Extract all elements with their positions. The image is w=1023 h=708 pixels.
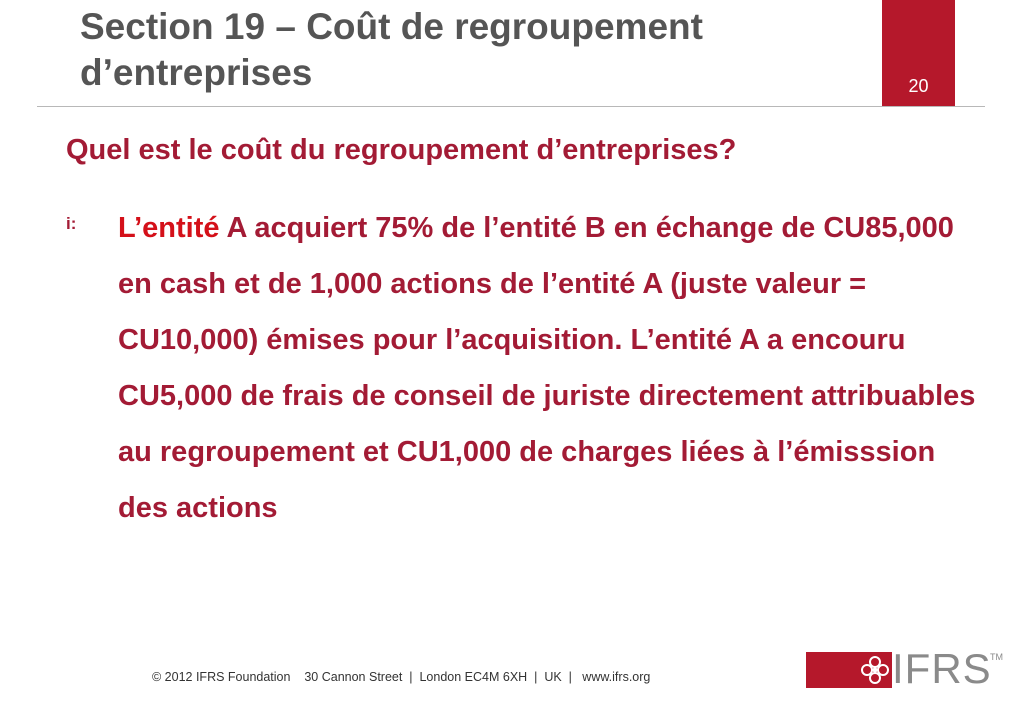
page-number-tab: [882, 0, 955, 106]
body-paragraph: [66, 200, 986, 536]
logo-trademark: TM: [990, 652, 1003, 662]
bullet-marker: i:: [66, 214, 77, 233]
logo-red-bar: [806, 652, 862, 688]
question-heading: Quel est le coût du regroupement d’entreprises?: [66, 134, 737, 166]
page-number: 20: [908, 76, 929, 96]
title-line-1: Section 19 – Coût de regroupement: [80, 6, 703, 47]
body-text: [118, 200, 986, 536]
footer-copyright: © 2012 IFRS Foundation 30 Cannon Street | London EC4M 6XH | UK | www.ifrs.org: [152, 670, 651, 684]
title-divider: [37, 106, 985, 107]
ifrs-flower-icon: [858, 652, 892, 688]
ifrs-logo-text: IFRS: [892, 645, 992, 692]
body-sentence: A acquiert 75% de l’entité B en échange de CU85,000 en cash et de 1,000 actions de l’entité A (juste valeur = CU10,000) émises pour l’acquisition. L’entité A a encouru CU5,000 de frais de conseil de juriste directement attribuables au regroupement et CU1,000 de charges liées à l’émisssion des actions: [118, 212, 976, 524]
title-line-2: d’entreprises: [80, 52, 313, 93]
slide-title: [80, 4, 870, 96]
highlighted-term: L’entité: [118, 212, 220, 244]
